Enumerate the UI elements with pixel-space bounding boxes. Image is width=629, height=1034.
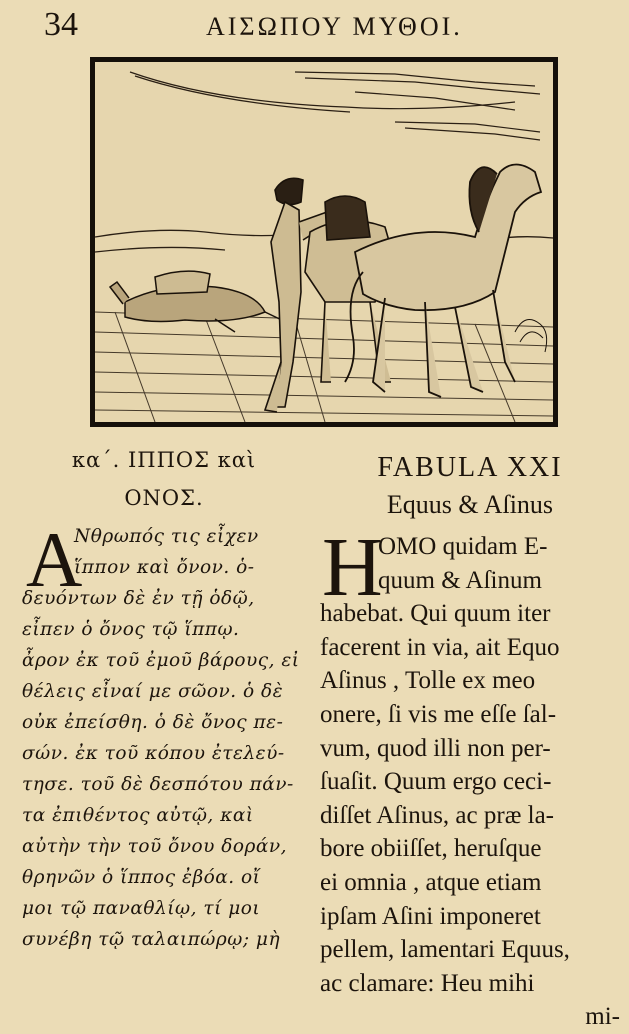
latin-line: ac clamare: Heu mihi: [320, 969, 535, 997]
latin-title-line1: FABULA XXI: [377, 452, 563, 483]
latin-line: pellem, lamentari Equus,: [320, 936, 570, 964]
running-title: ΑΙΣΩΠΟΥ ΜΥΘΟΙ.: [206, 12, 463, 41]
greek-title-line1: κα΄. ΙΠΠΟΣ καὶ: [71, 448, 257, 472]
latin-line: Aſinus , Tolle ex meo: [320, 667, 536, 695]
woodcut-illustration: [90, 57, 558, 427]
greek-line: θέλεις εἶναί με σῶον. ὁ δὲ: [22, 681, 284, 702]
latin-column: [320, 447, 620, 1034]
latin-text: [320, 521, 620, 1034]
latin-line: diſſet Aſinus, ac præ la-: [320, 801, 554, 829]
latin-line: ſuaſit. Quum ergo ceci-: [320, 768, 552, 796]
greek-line: θρηνῶν ὁ ἵππος ἐβόα. οἴ: [22, 867, 261, 888]
latin-title-line2: Equus & Aſinus: [386, 490, 554, 519]
latin-line: habebat. Qui quum iter: [320, 600, 551, 628]
greek-title-line2: ΟΝΟΣ.: [124, 486, 204, 510]
latin-line: bore obiiſſet, heruſque: [320, 835, 542, 863]
latin-catchword: mi-: [585, 1003, 620, 1031]
greek-fable-title: [22, 447, 306, 511]
latin-line: quum & Aſinum: [378, 566, 542, 594]
latin-line: ipſam Aſini imponeret: [320, 902, 541, 930]
latin-dropcap: H: [322, 521, 383, 614]
latin-line: facerent in via, ait Equo: [320, 633, 560, 661]
greek-line: δευόντων δὲ ἐν τῇ ὁδῷ,: [22, 588, 255, 609]
greek-line: τησε. τοῦ δὲ δεσπότου πάν-: [22, 774, 294, 795]
greek-line: ἆρον ἐκ τοῦ ἐμοῦ βάρους, εἰ: [22, 650, 300, 671]
latin-fable-title: [320, 451, 620, 521]
latin-line: OMO quidam E-: [378, 533, 548, 560]
page-number: 34: [44, 6, 78, 43]
latin-line: vum, quod illi non per-: [320, 734, 551, 762]
latin-line: onere, ſi vis me eſſe ſal-: [320, 700, 557, 728]
greek-line: συνέβη τῷ ταλαιπώρῳ; μὴ: [22, 929, 281, 950]
greek-column: [22, 447, 306, 955]
greek-line: οὐκ ἐπείσθη. ὁ δὲ ὄνος πε-: [22, 712, 284, 733]
greek-line: εἶπεν ὁ ὄνος τῷ ἵππῳ.: [22, 619, 240, 640]
latin-line: ei omnia , atque etiam: [320, 868, 542, 896]
greek-line: μοι τῷ παναθλίῳ, τί μοι: [22, 898, 261, 919]
greek-line: Νθρωπός τις εἶχεν: [74, 526, 259, 547]
greek-text: [22, 516, 306, 955]
greek-line: ἵππον καὶ ὄνον. ὁ-: [74, 557, 255, 578]
greek-line: αὐτὴν τὴν τοῦ ὄνου δοράν,: [22, 836, 288, 857]
greek-dropcap: Α: [26, 516, 83, 603]
greek-line: τα ἐπιθέντος αὐτῷ, καὶ: [22, 805, 254, 826]
greek-line: σών. ἐκ τοῦ κόπου ἐτελεύ-: [22, 743, 285, 764]
